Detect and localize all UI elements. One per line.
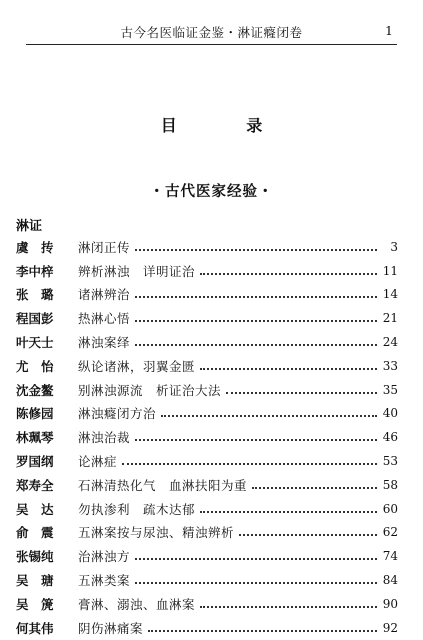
entry-page-number: 21 xyxy=(382,311,398,326)
page-number: 1 xyxy=(385,23,393,38)
entry-title: 论淋症 xyxy=(78,454,118,470)
entry-author: 虞 抟 xyxy=(16,239,54,255)
entry-title: 热淋心悟 xyxy=(78,311,131,327)
toc-entry[interactable] xyxy=(16,521,398,545)
toc-entry[interactable] xyxy=(16,283,398,307)
entry-title: 五淋案按与尿浊、精浊辨析 xyxy=(78,525,235,541)
toc-entry[interactable] xyxy=(16,354,398,378)
entry-title: 淋浊案绎 xyxy=(78,335,131,351)
toc-entry-list xyxy=(16,235,398,640)
toc-entry[interactable] xyxy=(16,592,398,616)
entry-author: 林珮琴 xyxy=(16,430,54,446)
dot-leader xyxy=(135,439,377,441)
dot-leader xyxy=(200,273,377,275)
entry-page-number: 84 xyxy=(382,573,398,588)
dot-leader xyxy=(200,606,377,608)
book-title: 古今名医临证金鉴・淋证癃闭卷 xyxy=(120,25,303,40)
dot-leader xyxy=(135,582,377,584)
entry-page-number: 35 xyxy=(382,382,398,397)
entry-author: 何其伟 xyxy=(16,620,54,636)
category-heading: 淋证 xyxy=(16,219,43,234)
toc-entry[interactable] xyxy=(16,568,398,592)
entry-author: 程国彭 xyxy=(16,311,54,327)
entry-author: 张锡纯 xyxy=(16,549,54,565)
entry-title: 纵论诸淋，羽翼金匮 xyxy=(78,358,196,374)
toc-entry[interactable] xyxy=(16,259,398,283)
section-title: ・古代医家经验・ xyxy=(149,183,274,200)
dot-leader xyxy=(226,392,377,394)
entry-title: 辨析淋浊 详明证治 xyxy=(78,263,196,279)
entry-author: 俞 震 xyxy=(16,525,54,541)
entry-title: 治淋浊方 xyxy=(78,549,131,565)
toc-entry[interactable] xyxy=(16,306,398,330)
entry-author: 陈修园 xyxy=(16,406,54,422)
entry-author: 吴 箎 xyxy=(16,596,54,612)
entry-title: 别淋浊源流 析证治大法 xyxy=(78,382,222,398)
dot-leader xyxy=(148,630,377,632)
dot-leader xyxy=(135,558,377,560)
entry-title: 勿执渗利 疏木达郁 xyxy=(78,501,196,517)
entry-page-number: 74 xyxy=(382,549,398,564)
toc-entry[interactable] xyxy=(16,402,398,426)
dot-leader xyxy=(135,249,377,251)
entry-page-number: 33 xyxy=(382,358,398,373)
entry-author: 叶天士 xyxy=(16,335,54,351)
dot-leader xyxy=(200,368,377,370)
entry-page-number: 24 xyxy=(382,335,398,350)
dot-leader xyxy=(200,511,377,513)
entry-title: 淋闭正传 xyxy=(78,239,131,255)
entry-title: 石淋清热化气 血淋扶阳为重 xyxy=(78,477,248,493)
entry-author: 张 璐 xyxy=(16,287,54,303)
entry-page-number: 58 xyxy=(382,477,398,492)
entry-page-number: 40 xyxy=(382,406,398,421)
toc-entry[interactable] xyxy=(16,616,398,640)
entry-author: 罗国纲 xyxy=(16,454,54,470)
entry-author: 沈金鳌 xyxy=(16,382,54,398)
entry-page-number: 46 xyxy=(382,430,398,445)
entry-page-number: 14 xyxy=(382,287,398,302)
dot-leader xyxy=(135,344,377,346)
entry-title: 淋浊癃闭方治 xyxy=(78,406,157,422)
toc-entry[interactable] xyxy=(16,235,398,259)
toc-title: 目 录 xyxy=(160,116,295,135)
entry-author: 吴 瑭 xyxy=(16,573,54,589)
toc-entry[interactable] xyxy=(16,425,398,449)
entry-page-number: 62 xyxy=(382,525,398,540)
entry-author: 尤 怡 xyxy=(16,358,54,374)
entry-page-number: 60 xyxy=(382,501,398,516)
entry-title: 阴伤淋痛案 xyxy=(78,620,144,636)
entry-page-number: 53 xyxy=(382,454,398,469)
entry-author: 吴 达 xyxy=(16,501,54,517)
running-header xyxy=(26,22,397,45)
toc-entry[interactable] xyxy=(16,449,398,473)
dot-leader xyxy=(161,415,377,417)
entry-page-number: 3 xyxy=(390,239,398,254)
entry-page-number: 90 xyxy=(382,596,398,611)
dot-leader xyxy=(252,487,377,489)
toc-entry[interactable] xyxy=(16,544,398,568)
entry-title: 五淋类案 xyxy=(78,573,131,589)
entry-title: 淋浊治裁 xyxy=(78,430,131,446)
toc-entry[interactable] xyxy=(16,330,398,354)
dot-leader xyxy=(122,463,377,465)
dot-leader xyxy=(135,296,377,298)
toc-entry[interactable] xyxy=(16,473,398,497)
entry-page-number: 11 xyxy=(382,263,398,278)
entry-title: 诸淋辨治 xyxy=(78,287,131,303)
toc-entry[interactable] xyxy=(16,378,398,402)
entry-author: 郑寿全 xyxy=(16,477,54,493)
toc-entry[interactable] xyxy=(16,497,398,521)
dot-leader xyxy=(239,534,377,536)
dot-leader xyxy=(135,320,377,322)
entry-title: 膏淋、溺浊、血淋案 xyxy=(78,596,196,612)
entry-page-number: 92 xyxy=(382,620,398,635)
entry-author: 李中梓 xyxy=(16,263,54,279)
